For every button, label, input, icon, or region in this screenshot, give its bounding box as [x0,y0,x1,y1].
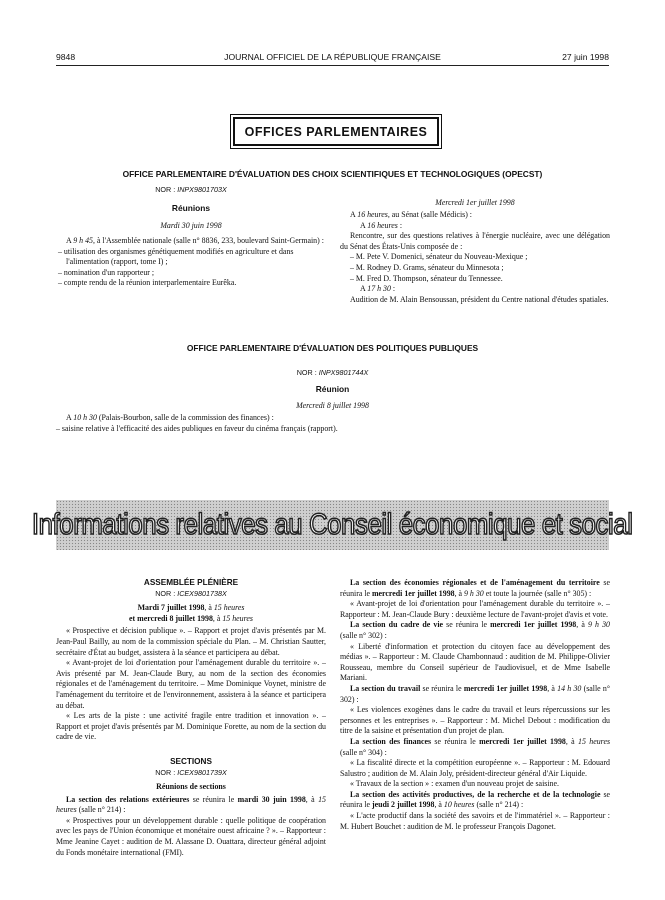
eco-intro: La section des économies régionales et de l'aménagement du territoire se réunira le mercredi 1er juillet 1998, à 9 h 30 et toute la journée (salle n° 305) : [340,578,610,598]
ap-paragraph: « Prospective et décision publique ». – Rapport et projet d'avis présentés par M. Jean-Paul Bailly, au nom de la commission spéciale du Plan. – M. Christian Sautter, secrétaire d'État au budget, assistera à la séance et participera au débat. [56,626,326,657]
opecst-left-intro: A 9 h 45, à l'Assemblée nationale (salle n° 8836, 233, boulevard Saint-Germain) : [66,236,324,245]
fi-paragraph: « La fiscalité directe et la compétition européenne ». – Rapporteur : M. Edouard Salustro ; audition de M. Alain Joly, président-directeur général d'Air Liquide. [340,758,610,778]
ces-right-column [340,578,610,832]
cv-intro: La section du cadre de vie se réunira le mercredi 1er juillet 1998, à 9 h 30 (salle n° 302) : [340,620,610,640]
oepp-line2: – saisine relative à l'efficacité des aides publiques en faveur du cinéma français (rapport). [56,424,338,433]
ap-title: ASSEMBLÉE PLÉNIÈRE [143,578,239,587]
ap-date1: Mardi 7 juillet 1998, à 15 heures [137,603,245,613]
oepp-nor: NOR : INPX9801744X [296,368,369,377]
oepp-title: OFFICE PARLEMENTAIRE D'ÉVALUATION DES POLITIQUES PUBLIQUES [186,343,479,353]
oepp-line1: A 10 h 30 (Palais-Bourbon, salle de la commission des finances) : [66,413,274,422]
sections-heading: Réunions de sections [156,782,226,792]
opecst-right-line3: Audition de M. Alain Bensoussan, président du Centre national d'études spatiales. [350,294,609,304]
opecst-right-time3: A 17 h 30 : [360,284,396,294]
ap2-paragraph: « L'acte productif dans la société des savoirs et de l'immatériel ». – Rapporteur : M. Hubert Bouchet : audition de M. le professeur François Dagonet. [340,811,610,831]
opecst-right-item: – M. Fred D. Thompson, sénateur du Tennessee. [350,273,503,283]
ap-date2: et mercredi 8 juillet 1998, à 15 heures [129,613,253,623]
tr-intro: La section du travail se réunira le mercredi 1er juillet 1998, à 14 h 30 (salle n° 302) : [340,683,611,704]
opecst-right-item: – M. Rodney D. Grams, sénateur du Minnesota ; [350,262,504,272]
offices-box-title: OFFICES PARLEMENTAIRES [233,117,439,146]
ap-paragraph: « Avant-projet de loi d'orientation pour l'aménagement durable du territoire ». – Avis présenté par M. Jean-Claude Bury, au nom de la section des économies régionales et de l'aménagement du territoire. – Mme Dominique Voynet, ministre de l'aménagement du territoire et de l'environnement, assistera à la séance et participera au débat. [56,658,326,710]
opecst-right-line2: Rencontre, sur des questions relatives à l'énergie nucléaire, avec une délégation du Sénat des États-Unis composée de : [340,231,610,251]
ces-banner-title: Informations relatives au Conseil économique et social [32,508,633,541]
oepp-heading: Réunion [315,384,350,394]
cv-paragraph: « Liberté d'information et protection du citoyen face au développement des médias ». – Rapporteur : M. Claude Chambonnaud : audition de M. Philippe-Olivier Rousseau, membre du Conseil supérieur de l'audiovisuel, et de Mme Isabelle Mariani. [340,641,610,683]
fi-paragraph: « Travaux de la section » : examen d'un nouveau projet de saisine. [350,779,559,789]
oepp-date: Mercredi 8 juillet 1998 [296,401,369,410]
opecst-left-column [56,185,326,289]
ap-paragraph: « Les arts de la piste : une activité fragile entre tradition et innovation ». – Rapport et projet d'avis présentés par M. Dominique Forette, au nom de la section du cadre de vie. [56,711,326,742]
opecst-right-time2: A 16 heures : [360,220,403,230]
opecst-right-line1: A 16 heures, au Sénat (salle Médicis) : [350,210,473,219]
ces-left-column [56,578,326,858]
opecst-left-date: Mardi 30 juin 1998 [160,221,222,230]
rel-paragraph: « Prospectives pour un développement durable : quelle politique de coopération avec les pays de l'Union économique et monétaire ouest africaine ? ». – Rapporteur : Mme Jeanine Cayet : audition de M. Alassane D. Ouattara, directeur général adjoint du Fonds monétaire international (FMI). [56,815,326,857]
ces-banner [32,500,633,550]
page-number: 9848 [56,52,76,62]
opecst-left-item: – compte rendu de la réunion interparlementaire Eurêka. [58,278,237,288]
rel-intro: La section des relations extérieures se réunira le mardi 30 juin 1998, à 15 heures (salle n° 214) : [56,794,326,815]
ap2-intro: La section des activités productives, de la recherche et de la technologie se réunira le jeudi 2 juillet 1998, à 10 heures (salle n° 214) : [340,789,611,810]
opecst-right-column [340,198,610,305]
opecst-left-item: – nomination d'un rapporteur ; [58,267,155,277]
tr-paragraph: « Les violences exogènes dans le cadre du travail et leurs répercussions sur les personnes et les entreprises ». – Rapporteur : M. Michel Debout : modification du titre de la saisine et présentation d'un projet de plan. [340,705,610,736]
opecst-left-item: – utilisation des organismes génétiquement modifiés en agriculture et dans l'alimentation (rapport, tome I) ; [58,246,294,267]
opecst-title: OFFICE PARLEMENTAIRE D'ÉVALUATION DES CHOIX SCIENTIFIQUES ET TECHNOLOGIQUES (OPECST) [122,169,543,179]
header-rule [56,65,609,66]
opecst-heading: Réunions [171,203,211,213]
opecst-nor: NOR : INPX9801703X [155,185,227,194]
sections-title: SECTIONS [170,756,212,766]
opecst-right-date: Mercredi 1er juillet 1998 [435,198,515,207]
header-date: 27 juin 1998 [562,52,609,62]
journal-title: JOURNAL OFFICIEL DE LA RÉPUBLIQUE FRANÇAISE [224,52,441,62]
fi-intro: La section des finances se réunira le mercredi 1er juillet 1998, à 15 heures (salle n° 304) : [340,736,611,757]
ap-nor: NOR : ICEX9801738X [155,588,227,598]
opecst-right-item: – M. Pete V. Domenici, sénateur du Nouveau-Mexique ; [350,252,528,262]
eco-paragraph: « Avant-projet de loi d'orientation pour l'aménagement durable du territoire ». – Rapporteur : M. Jean-Claude Bury : deuxième lecture de l'avant-projet d'avis et vote. [340,599,610,619]
sections-nor: NOR : ICEX9801739X [155,767,227,777]
